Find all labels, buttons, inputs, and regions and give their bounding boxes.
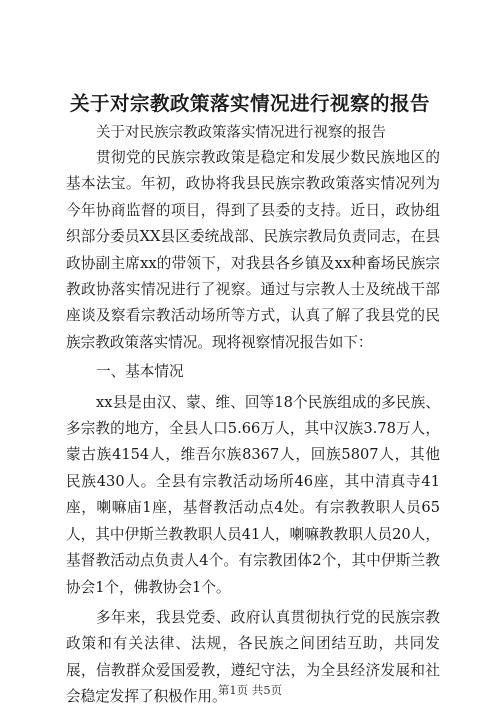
basic-info-paragraph: xx县是由汉、蒙、维、回等18个民族组成的多民族、多宗教的地方，全县人口5.66万人，其中汉族3.78万人，蒙古族4154人，维吾尔族8367人，回族5807人，其他民族430人。全县有宗教活动场所46座，其中清真寺41座，喇嘛庙1座，基督教活动点4处。有宗教教职人员65人，其中伊斯兰教教职人员41人，喇嘛教教职人员20人，基督教活动点负责人4个。有宗教团体2个，其中伊斯兰教协会1个，佛教协会1个。 [66,393,440,596]
page-footer: 第1页 共5页 [217,683,283,697]
document-title: 关于对宗教政策落实情况进行视察的报告 [69,92,430,115]
intro-paragraph: 贯彻党的民族宗教政策是稳定和发展少数民族地区的基本法宝。年初，政协将我县民族宗教政策落实情况列为今年协商监督的项目，得到了县委的支持。近日，政协组织部分委员XX县区委统战部、民族宗教局负责同志，在县政协副主席xx的带领下，对我县各乡镇及xx种畜场民族宗教政协落实情况进行了视察。通过与宗教人士及统战干部座谈及察看宗教活动场所等方式，认真了解了我县党的民族宗教政策落实情况。现将视察情况报告如下： [66,149,440,351]
document-subtitle: 关于对民族宗教政策落实情况进行视察的报告 [96,125,386,141]
document-body [66,145,440,711]
summary-paragraph: 多年来，我县党委、政府认真贯彻执行党的民族宗教政策和有关法律、法规，各民族之间团结互助，共同发展，信教群众爱国爱教，遵纪守法，为全县经济发展和社会稳定发挥了积极作用。 [66,608,440,706]
section-heading: 一、基本情况 [96,363,184,381]
